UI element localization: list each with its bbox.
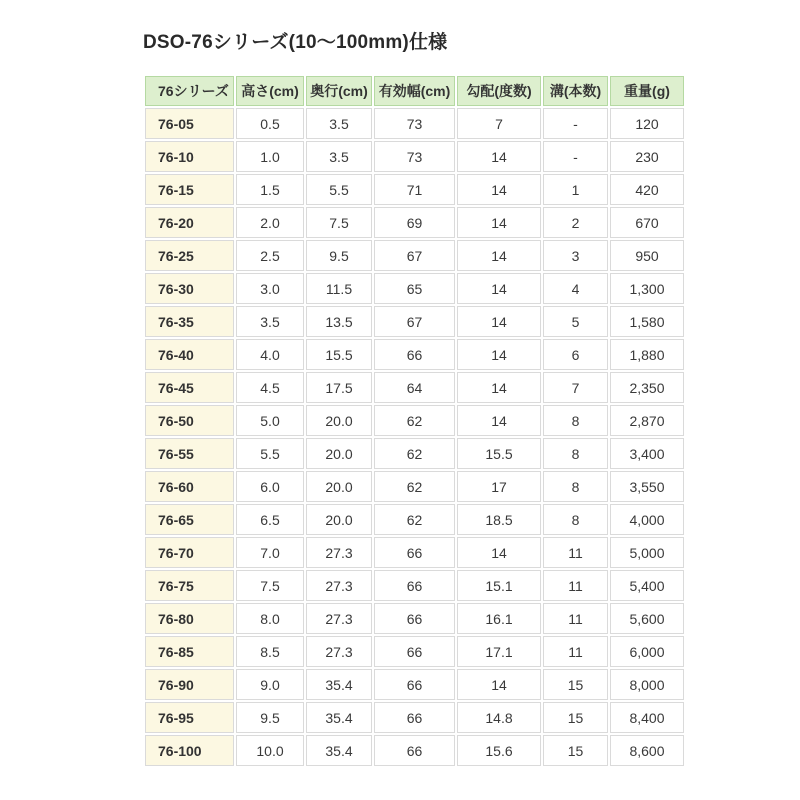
- cell-slope: 18.5: [457, 504, 541, 535]
- cell-weight: 2,870: [610, 405, 684, 436]
- cell-weight: 3,400: [610, 438, 684, 469]
- cell-depth: 17.5: [306, 372, 372, 403]
- cell-grooves: 8: [543, 504, 608, 535]
- cell-slope: 14: [457, 306, 541, 337]
- column-header-height: 高さ(cm): [236, 76, 304, 106]
- row-label: 76-65: [145, 504, 234, 535]
- table-row: [145, 273, 684, 304]
- cell-grooves: -: [543, 141, 608, 172]
- table-row: [145, 735, 684, 766]
- cell-depth: 20.0: [306, 405, 372, 436]
- cell-effective-width: 62: [374, 471, 455, 502]
- cell-slope: 14: [457, 141, 541, 172]
- cell-height: 0.5: [236, 108, 304, 139]
- cell-effective-width: 67: [374, 240, 455, 271]
- cell-weight: 420: [610, 174, 684, 205]
- row-label: 76-35: [145, 306, 234, 337]
- cell-grooves: 8: [543, 405, 608, 436]
- cell-effective-width: 66: [374, 570, 455, 601]
- cell-depth: 15.5: [306, 339, 372, 370]
- table-row: [145, 306, 684, 337]
- cell-slope: 17: [457, 471, 541, 502]
- column-header-weight: 重量(g): [610, 76, 684, 106]
- column-header-slope: 勾配(度数): [457, 76, 541, 106]
- cell-height: 8.0: [236, 603, 304, 634]
- cell-depth: 7.5: [306, 207, 372, 238]
- cell-depth: 3.5: [306, 141, 372, 172]
- cell-slope: 16.1: [457, 603, 541, 634]
- cell-grooves: 11: [543, 636, 608, 667]
- cell-height: 5.5: [236, 438, 304, 469]
- table-row: [145, 174, 684, 205]
- cell-weight: 5,400: [610, 570, 684, 601]
- cell-depth: 35.4: [306, 702, 372, 733]
- cell-slope: 14: [457, 207, 541, 238]
- column-header-grooves: 溝(本数): [543, 76, 608, 106]
- row-label: 76-60: [145, 471, 234, 502]
- cell-slope: 7: [457, 108, 541, 139]
- cell-weight: 230: [610, 141, 684, 172]
- cell-effective-width: 62: [374, 405, 455, 436]
- row-label: 76-95: [145, 702, 234, 733]
- cell-slope: 14.8: [457, 702, 541, 733]
- cell-grooves: 15: [543, 735, 608, 766]
- row-label: 76-30: [145, 273, 234, 304]
- cell-weight: 120: [610, 108, 684, 139]
- table-row: [145, 570, 684, 601]
- cell-depth: 13.5: [306, 306, 372, 337]
- cell-depth: 27.3: [306, 636, 372, 667]
- cell-depth: 35.4: [306, 669, 372, 700]
- cell-height: 2.0: [236, 207, 304, 238]
- table-row: [145, 438, 684, 469]
- cell-slope: 14: [457, 174, 541, 205]
- cell-weight: 6,000: [610, 636, 684, 667]
- cell-weight: 1,880: [610, 339, 684, 370]
- cell-effective-width: 62: [374, 504, 455, 535]
- cell-weight: 8,400: [610, 702, 684, 733]
- row-label: 76-75: [145, 570, 234, 601]
- cell-depth: 35.4: [306, 735, 372, 766]
- table-row: [145, 636, 684, 667]
- table-row: [145, 339, 684, 370]
- cell-effective-width: 67: [374, 306, 455, 337]
- cell-grooves: 7: [543, 372, 608, 403]
- table-row: [145, 207, 684, 238]
- cell-effective-width: 62: [374, 438, 455, 469]
- cell-grooves: 6: [543, 339, 608, 370]
- cell-height: 10.0: [236, 735, 304, 766]
- cell-height: 6.5: [236, 504, 304, 535]
- cell-slope: 14: [457, 405, 541, 436]
- cell-depth: 27.3: [306, 570, 372, 601]
- spec-table: [143, 74, 686, 768]
- table-row: [145, 372, 684, 403]
- cell-height: 3.0: [236, 273, 304, 304]
- cell-weight: 1,580: [610, 306, 684, 337]
- table-row: [145, 240, 684, 271]
- cell-effective-width: 66: [374, 537, 455, 568]
- cell-effective-width: 64: [374, 372, 455, 403]
- cell-slope: 14: [457, 669, 541, 700]
- cell-height: 6.0: [236, 471, 304, 502]
- cell-height: 4.0: [236, 339, 304, 370]
- cell-grooves: 15: [543, 669, 608, 700]
- column-header-depth: 奥行(cm): [306, 76, 372, 106]
- cell-weight: 4,000: [610, 504, 684, 535]
- row-label: 76-70: [145, 537, 234, 568]
- cell-weight: 950: [610, 240, 684, 271]
- cell-weight: 8,000: [610, 669, 684, 700]
- cell-effective-width: 73: [374, 108, 455, 139]
- table-row: [145, 504, 684, 535]
- column-header-effective-width: 有効幅(cm): [374, 76, 455, 106]
- cell-effective-width: 65: [374, 273, 455, 304]
- row-label: 76-45: [145, 372, 234, 403]
- row-label: 76-85: [145, 636, 234, 667]
- cell-depth: 27.3: [306, 603, 372, 634]
- cell-height: 9.0: [236, 669, 304, 700]
- row-label: 76-100: [145, 735, 234, 766]
- cell-grooves: -: [543, 108, 608, 139]
- cell-effective-width: 66: [374, 636, 455, 667]
- cell-slope: 14: [457, 372, 541, 403]
- cell-effective-width: 66: [374, 339, 455, 370]
- table-row: [145, 603, 684, 634]
- table-row: [145, 702, 684, 733]
- cell-grooves: 5: [543, 306, 608, 337]
- page-title: DSO-76シリーズ(10〜100mm)仕様: [143, 32, 448, 53]
- cell-weight: 670: [610, 207, 684, 238]
- cell-height: 7.5: [236, 570, 304, 601]
- cell-slope: 14: [457, 273, 541, 304]
- cell-depth: 20.0: [306, 504, 372, 535]
- cell-slope: 14: [457, 240, 541, 271]
- cell-effective-width: 66: [374, 735, 455, 766]
- cell-slope: 14: [457, 339, 541, 370]
- row-label: 76-40: [145, 339, 234, 370]
- cell-grooves: 2: [543, 207, 608, 238]
- cell-height: 2.5: [236, 240, 304, 271]
- table-row: [145, 141, 684, 172]
- row-label: 76-80: [145, 603, 234, 634]
- cell-grooves: 11: [543, 603, 608, 634]
- cell-depth: 5.5: [306, 174, 372, 205]
- cell-effective-width: 66: [374, 669, 455, 700]
- cell-height: 1.0: [236, 141, 304, 172]
- cell-grooves: 4: [543, 273, 608, 304]
- cell-depth: 9.5: [306, 240, 372, 271]
- cell-slope: 17.1: [457, 636, 541, 667]
- spec-table-body: [145, 108, 684, 766]
- cell-grooves: 3: [543, 240, 608, 271]
- cell-depth: 20.0: [306, 471, 372, 502]
- cell-depth: 3.5: [306, 108, 372, 139]
- cell-slope: 15.5: [457, 438, 541, 469]
- row-label: 76-15: [145, 174, 234, 205]
- cell-weight: 5,600: [610, 603, 684, 634]
- row-label: 76-10: [145, 141, 234, 172]
- cell-depth: 27.3: [306, 537, 372, 568]
- cell-height: 9.5: [236, 702, 304, 733]
- cell-grooves: 11: [543, 537, 608, 568]
- row-label: 76-55: [145, 438, 234, 469]
- cell-effective-width: 71: [374, 174, 455, 205]
- cell-grooves: 8: [543, 471, 608, 502]
- cell-effective-width: 66: [374, 702, 455, 733]
- cell-height: 8.5: [236, 636, 304, 667]
- spec-page: [143, 27, 686, 768]
- cell-effective-width: 69: [374, 207, 455, 238]
- cell-weight: 2,350: [610, 372, 684, 403]
- cell-grooves: 11: [543, 570, 608, 601]
- cell-grooves: 1: [543, 174, 608, 205]
- cell-grooves: 8: [543, 438, 608, 469]
- cell-height: 3.5: [236, 306, 304, 337]
- header-row: [145, 76, 684, 106]
- table-row: [145, 471, 684, 502]
- cell-grooves: 15: [543, 702, 608, 733]
- cell-depth: 20.0: [306, 438, 372, 469]
- cell-depth: 11.5: [306, 273, 372, 304]
- row-label: 76-90: [145, 669, 234, 700]
- table-row: [145, 669, 684, 700]
- cell-weight: 5,000: [610, 537, 684, 568]
- table-row: [145, 537, 684, 568]
- cell-effective-width: 73: [374, 141, 455, 172]
- cell-weight: 3,550: [610, 471, 684, 502]
- cell-weight: 8,600: [610, 735, 684, 766]
- cell-height: 7.0: [236, 537, 304, 568]
- cell-height: 5.0: [236, 405, 304, 436]
- table-row: [145, 108, 684, 139]
- cell-height: 4.5: [236, 372, 304, 403]
- column-header-series: 76シリーズ: [145, 76, 234, 106]
- cell-slope: 14: [457, 537, 541, 568]
- row-label: 76-05: [145, 108, 234, 139]
- cell-weight: 1,300: [610, 273, 684, 304]
- cell-slope: 15.6: [457, 735, 541, 766]
- row-label: 76-50: [145, 405, 234, 436]
- cell-effective-width: 66: [374, 603, 455, 634]
- row-label: 76-20: [145, 207, 234, 238]
- cell-slope: 15.1: [457, 570, 541, 601]
- row-label: 76-25: [145, 240, 234, 271]
- table-row: [145, 405, 684, 436]
- cell-height: 1.5: [236, 174, 304, 205]
